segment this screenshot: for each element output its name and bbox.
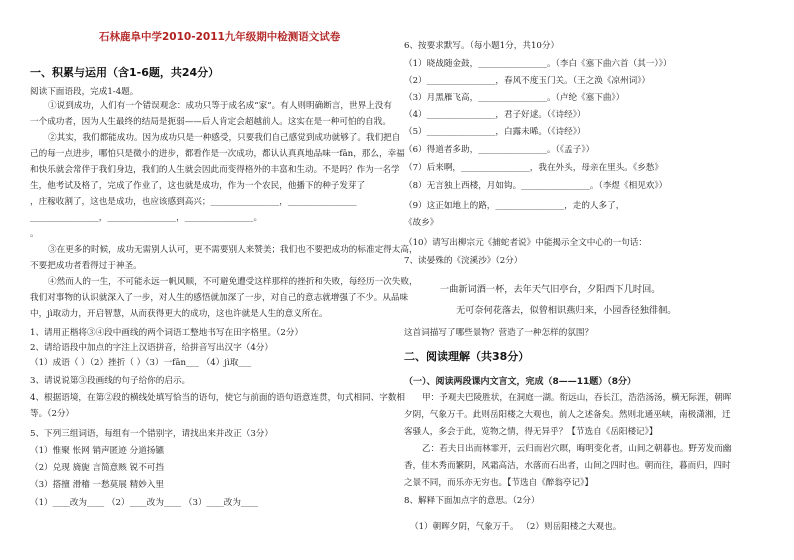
- right-column: [404, 0, 764, 560]
- text-line: ，庄稼收割了，这也是成功，也应该感到高兴；________________，________________: [30, 197, 357, 207]
- text-line: （7）后来啊，________________，我在外头，母亲在里头。《乡愁》: [404, 163, 663, 173]
- text-line: （6）得道者多助，________________。（《孟子》）: [404, 145, 595, 155]
- text-line: 7、读晏殊的《浣溪沙》（2分）: [404, 256, 523, 266]
- subsection-heading: （一）、阅读两段课内文言文，完成（8——11题）（8分）: [404, 377, 637, 387]
- text-line: （1）朝晖夕阴，气象万千。 （2）则岳阳楼之大观也。: [410, 522, 622, 532]
- poem-line: 无可奈何花落去，似曾相识燕归来，小园香径独徘徊。: [456, 305, 677, 316]
- text-line: 我们对事物的认识就深入了一步，对人生的感悟就加深了一步，对自己的意志就增强了不少。从品味: [30, 293, 409, 303]
- page-title: 石林鹿阜中学2010-2011九年级期中检测语文试卷: [99, 31, 341, 43]
- text-line: （2）兑现 旖旎 言简意赅 锐不可挡: [30, 463, 164, 473]
- text-line: 4、根据语境，在第②段的横线处填写恰当的语句，使它与前面的语句语意连贯，句式相同、字数相: [30, 393, 406, 403]
- text-line: ________________，________________，________________。: [30, 213, 263, 223]
- text-line: （9）这正如地上的路，________________，走的人多了，: [404, 201, 625, 211]
- poem-line: 一曲新词酒一杯，去年天气旧亭台，夕阳西下几时回。: [440, 284, 661, 295]
- text-line: （8）无言独上西楼，月如钩。________________。（李煜《相见欢》）: [404, 181, 668, 191]
- left-column: [30, 0, 418, 560]
- text-line: 阅读下面语段，完成1-4题。: [30, 87, 139, 97]
- text-line: 8、解释下面加点字的意思。（2分）: [404, 496, 540, 506]
- text-line: ①说到成功，人们有一个错误观念：成功只等于成名成“家”。有人则明确断言，世界上没有: [48, 101, 392, 111]
- text-line: 夕阴，气象万千。此则岳阳楼之大观也，前人之述备矣。然则北通巫峡，南极潇湘，迁: [404, 410, 731, 420]
- text-line: 甲：予观夫巴陵胜状，在洞庭一湖。衔远山，吞长江，浩浩汤汤，横无际涯，朝晖: [422, 393, 732, 403]
- text-line: 5、下列三组词语，每组有一个错别字，请找出来并改正（3分）: [30, 429, 273, 439]
- text-line: 生，他考试及格了，完成了作业了，这也就是成功，作为一个农民，他播下的种子发芽了: [30, 181, 366, 191]
- text-line: 1、请用正楷将③④段中画线的两个词语工整地书写在田字格里。（2分）: [30, 328, 304, 338]
- text-line: 乙：若夫日出而林霏开，云归而岩穴暝，晦明变化者，山间之朝暮也。野芳发而幽: [422, 444, 732, 454]
- text-line: （10）请写出柳宗元《捕蛇者说》中能揭示全文中心的一句话：: [404, 238, 647, 248]
- text-line: 不要把成功者看得过于神圣。: [30, 261, 142, 271]
- text-line: （1）晓战随金鼓，________________。（李白《塞下曲六首（其一）》）: [404, 59, 672, 69]
- text-line: （1）成语（ ）（2）挫折（ ）（3）一fān___ （4）jì取___: [30, 358, 252, 368]
- text-line: 等。（2分）: [30, 409, 75, 419]
- text-line: 这首词描写了哪些景物？营造了一种怎样的氛围？: [404, 328, 594, 338]
- text-line: 6、按要求默写。（每小题1分，共10分）: [404, 41, 560, 51]
- text-line: ④然而人的一生，不可能永远一帆风顺，不可避免遭受这样那样的挫折和失败，每经历一次失败，: [48, 277, 418, 287]
- text-line: 己的每一点进步，哪怕只是微小的进步，都看作是一次成功，都认认真真地品味一fān，那么，幸福: [30, 149, 405, 159]
- text-line: 客骚人，多会于此，览物之情，得无异乎？【节选自《岳阳楼记》】: [404, 427, 658, 437]
- text-line: （2）________________，春风不度玉门关。（王之涣《凉州词》）: [404, 76, 651, 86]
- text-line: 。: [30, 229, 39, 239]
- section-heading: 二、阅读理解（共38分）: [404, 350, 530, 363]
- text-line: 之景不同，而乐亦无穷也。【节选自《醉翁亭记》】: [404, 478, 594, 488]
- text-line: （1）惟聚 怅网 销声匿迹 分道扬镳: [30, 446, 164, 456]
- text-line: 香，佳木秀而繁阴，风霜高洁，水落而石出者，山间之四时也。朝而往，暮而归，四时: [404, 461, 731, 471]
- text-line: ②其实，我们都能成功。因为成功只是一种感受，只要我们自己感觉到成功就够了。我们把自: [48, 133, 401, 143]
- text-line: （5）________________，白露未晞。（《诗经》）: [404, 127, 586, 137]
- text-line: 一个成功者，因为人生最终的结局是扼弱——后人肯定会超越前人。这实在是一种可怕的自戕。: [30, 117, 391, 127]
- text-line: 3、请说说第③段画线的句子给你的启示。: [30, 376, 191, 386]
- text-line: 《故乡》: [404, 218, 439, 228]
- text-line: 2、请给语段中加点的字注上汉语拼音，给拼音写出汉字（4分）: [30, 343, 273, 353]
- text-line: 中，jì取动力，开启智慧，从而获得更大的成功，这也许就是人生的意义所在。: [30, 309, 328, 319]
- text-line: （4）________________，君子好逑。（《诗经》）: [404, 110, 586, 120]
- text-line: （3）月黑雁飞高，________________。（卢纶《塞下曲》）: [404, 93, 625, 103]
- text-line: （3）搭擅 滑稽 一愁莫展 精妙入里: [30, 480, 164, 490]
- text-line: 和快乐就会常伴于我们身边，我们的人生就会因此而变得格外的丰富和生动。不是吗？作为一名学: [30, 165, 400, 175]
- section-heading: 一、积累与运用（含1-6题，共24分）: [30, 66, 220, 79]
- text-line: ③在更多的时候，成功无需别人认可，更不需要别人来赞美；我们也不要把成功的标准定得太高，: [48, 245, 418, 255]
- text-line: （1）____改为____ （2）____改为____ （3）____改为____: [30, 498, 259, 508]
